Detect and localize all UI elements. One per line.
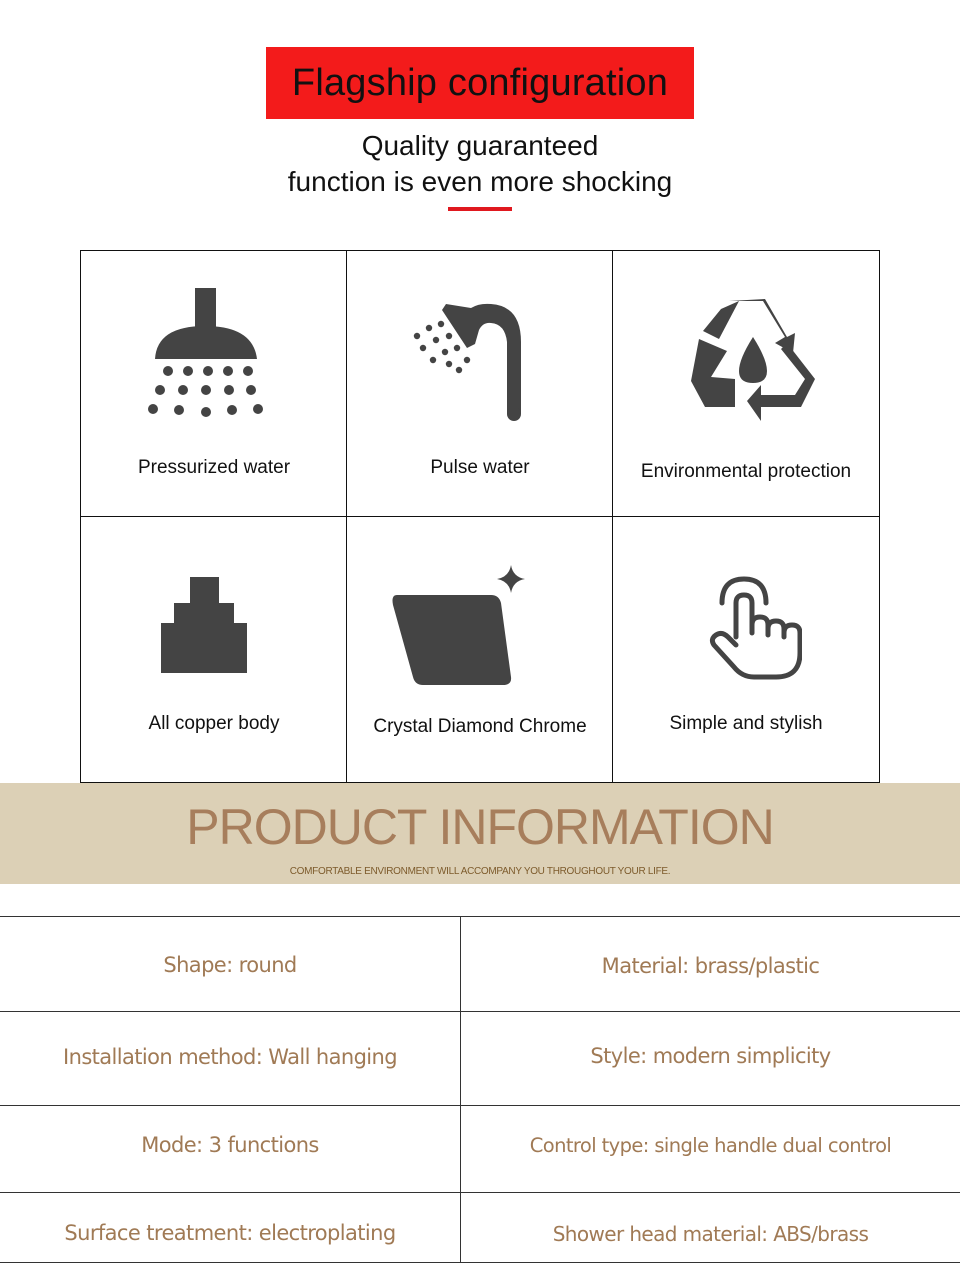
spec-cell: Installation method: Wall hanging	[63, 1045, 397, 1069]
product-info-title: PRODUCT INFORMATION	[186, 799, 774, 855]
shower-head-icon	[143, 286, 267, 421]
feature-card-environmental-protection	[612, 250, 880, 518]
page-title: Flagship configuration	[291, 61, 669, 104]
feature-label: All copper body	[148, 713, 280, 734]
subtitle-line-2: function is even more shocking	[287, 166, 673, 197]
feature-card-simple-and-stylish	[612, 516, 880, 783]
table-divider	[0, 1192, 960, 1193]
recycle-icon	[689, 297, 819, 423]
feature-label: Pulse water	[430, 457, 530, 478]
feature-label: Pressurized water	[137, 457, 291, 478]
table-divider	[0, 1105, 960, 1106]
spec-cell: Mode: 3 functions	[141, 1133, 319, 1157]
chrome-sparkle-icon	[387, 563, 529, 687]
table-divider	[0, 1011, 960, 1012]
spec-cell: Shape: round	[163, 953, 297, 977]
copper-block-icon	[160, 575, 248, 675]
feature-label: Crystal Diamond Chrome	[373, 716, 587, 737]
feature-grid	[80, 250, 880, 783]
feature-card-pressurized-water	[80, 250, 348, 518]
title-badge	[266, 47, 694, 119]
feature-label: Simple and stylish	[669, 713, 823, 734]
feature-card-all-copper-body	[80, 516, 348, 783]
table-divider	[0, 916, 960, 917]
spec-cell: Style: modern simplicity	[590, 1044, 831, 1068]
subtitle-line-1: Quality guaranteed	[361, 130, 599, 161]
feature-card-pulse-water	[346, 250, 614, 518]
spec-cell: Control type: single handle dual control	[529, 1134, 892, 1157]
handheld-shower-icon	[409, 296, 539, 421]
touch-hand-icon	[708, 575, 802, 681]
product-info-subtitle: COMFORTABLE ENVIRONMENT WILL ACCOMPANY YOU THROUGHOUT YOUR LIFE.	[289, 866, 671, 877]
feature-label: Environmental protection	[640, 461, 852, 482]
title-underline	[448, 207, 512, 211]
spec-cell: Surface treatment: electroplating	[64, 1221, 396, 1245]
table-divider	[0, 1262, 960, 1263]
spec-cell: Material: brass/plastic	[601, 954, 820, 978]
spec-cell: Shower head material: ABS/brass	[552, 1222, 869, 1246]
feature-card-crystal-diamond-chrome	[346, 516, 614, 783]
